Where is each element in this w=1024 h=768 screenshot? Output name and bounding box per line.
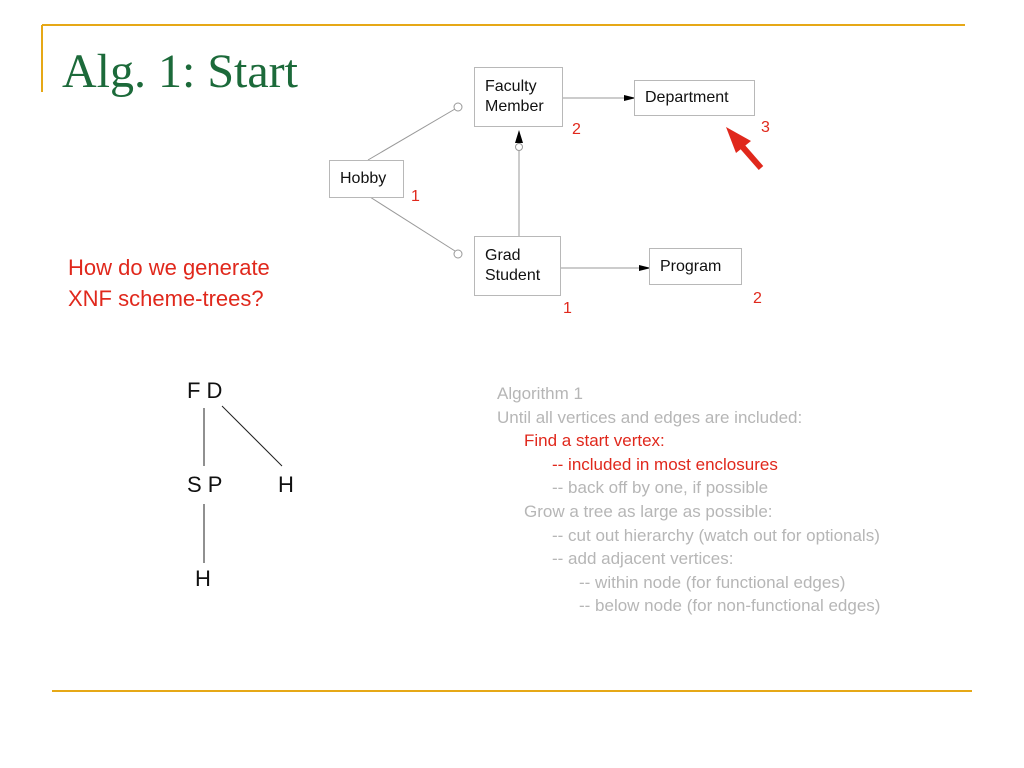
algorithm-line: Algorithm 1 bbox=[497, 384, 583, 403]
node-hobby-label: Hobby bbox=[340, 170, 387, 187]
algorithm-line-highlight: -- included in most enclosures bbox=[552, 454, 778, 474]
count-program: 2 bbox=[753, 290, 762, 307]
node-program-label: Program bbox=[660, 257, 722, 275]
algorithm-line: -- add adjacent vertices: bbox=[552, 549, 734, 569]
node-faculty-member-line-2: Member bbox=[485, 98, 544, 115]
question-line-2: XNF scheme-trees? bbox=[68, 286, 264, 311]
tree-edge-fd-h bbox=[222, 406, 282, 466]
tree-node-h-bottom: H bbox=[195, 566, 211, 591]
tree-node-sp: S P bbox=[187, 472, 223, 497]
slide-title: Alg. 1: Start bbox=[62, 45, 298, 98]
node-faculty-member-line-1: Faculty bbox=[485, 78, 537, 95]
node-grad-student-line-2: Student bbox=[485, 267, 541, 284]
algorithm-text bbox=[497, 382, 880, 618]
algorithm-line: Grow a tree as large as possible: bbox=[524, 501, 773, 521]
node-grad-student-line-1: Grad bbox=[485, 247, 521, 264]
question-line-1: How do we generate bbox=[68, 255, 270, 280]
count-hobby: 1 bbox=[411, 188, 420, 205]
algorithm-line: -- back off by one, if possible bbox=[552, 478, 769, 498]
count-grad-student: 1 bbox=[563, 300, 572, 317]
algorithm-line: -- cut out hierarchy (watch out for optionals) bbox=[552, 525, 880, 545]
count-faculty-member: 2 bbox=[572, 121, 581, 138]
node-department-label: Department bbox=[645, 89, 729, 106]
count-department: 3 bbox=[761, 119, 770, 136]
algorithm-line: -- within node (for functional edges) bbox=[579, 572, 846, 592]
tree-node-fd: F D bbox=[187, 378, 223, 403]
algorithm-line-highlight: Find a start vertex: bbox=[524, 431, 665, 451]
algorithm-line: -- below node (for non-functional edges) bbox=[579, 596, 881, 616]
tree-node-h-right: H bbox=[278, 472, 294, 497]
algorithm-line: Until all vertices and edges are included: bbox=[497, 407, 803, 427]
